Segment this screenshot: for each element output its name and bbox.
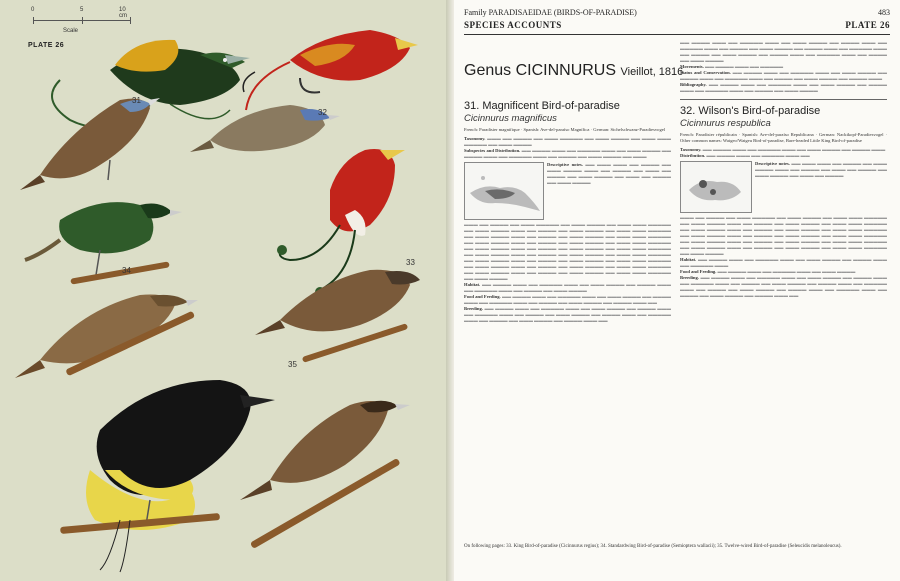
header-rule (464, 34, 890, 35)
illustration-plate (0, 0, 447, 581)
text-page (454, 0, 900, 581)
plate-label: PLATE 26 (28, 42, 65, 49)
section-heading: Breeding. (680, 275, 699, 280)
bird-magnificent-male (52, 40, 250, 127)
species-31-title: 31. Magnificent Bird-of-paradise (464, 100, 620, 112)
section-heading: Descriptive notes. (755, 161, 790, 166)
bird-king-male (243, 30, 418, 110)
species-32-names: French: Paradisier républicain · Spanish: Ave-del-paraíso Republicana · German: Nacktkopf-Paradiesvogel · Other common names: Waigeo/Waigeu Bird-of-paradise, Bare-headed Little King Bird-of-paradise (680, 132, 887, 143)
species-32-title: 32. Wilson's Bird-of-paradise (680, 105, 821, 117)
scale-tick-0: 0 (31, 7, 35, 13)
bird-female-31 (20, 98, 160, 190)
bird-female-right (255, 270, 420, 363)
section-heading: Status and Conservation. (680, 70, 731, 75)
bird-number: 33 (406, 258, 415, 267)
bird-illustrations (0, 0, 446, 581)
page-number: 483 (878, 8, 890, 17)
bird-number: 31 (132, 96, 141, 105)
section-heading: Subspecies and Distribution. (464, 148, 521, 153)
bird-female-bottom-right (240, 401, 410, 549)
species-32-scientific: Cicinnurus respublica (680, 118, 771, 129)
genus-name: Genus CICINNURUS (464, 62, 617, 79)
range-map-32 (680, 161, 752, 213)
bird-number: 35 (288, 360, 297, 369)
section-heading: Taxonomy. (464, 136, 486, 141)
following-pages-note: On following pages: 33. King Bird-of-paradise (Cicinnurus regius); 34. Standardwing Bird-of-paradise (Semioptera wallacii); 35. Twelve-wired Bird-of-paradise (Seleucidis melanoleucus). (464, 544, 842, 549)
section-heading: Descriptive notes. (547, 162, 583, 167)
bird-standardwing-34 (25, 202, 182, 284)
species-31-body: Taxonomy. ▬▬▬ ▬▬ ▬▬▬▬ ▬▬ ▬▬▬ ▬▬▬▬▬ ▬▬ ▬▬▬ ▬▬▬▬ ▬▬ ▬▬▬ ▬▬▬ ▬▬▬▬▬ ▬▬ ▬▬▬ ▬▬▬▬ Subspecies and Distribution. ▬▬ ▬▬▬▬ ▬▬▬ ▬▬ ▬▬▬▬▬ ▬▬▬ ▬▬ ▬▬▬ ▬▬▬▬ ▬▬ ▬▬▬▬ ▬▬▬ ▬▬ ▬▬▬▬▬ ▬▬▬ ▬▬ ▬▬▬▬ ▬▬ ▬▬▬ ▬▬▬▬ ▬▬ ▬▬▬ Descriptive notes. ▬▬ ▬▬▬ ▬▬▬ ▬▬ ▬▬▬▬ ▬▬ ▬▬▬ ▬▬▬▬ ▬▬▬ ▬▬ ▬▬▬▬ ▬▬ ▬▬▬ ▬▬ ▬▬▬▬ ▬▬ ▬▬▬ ▬▬▬▬ ▬▬ ▬▬▬ ▬▬ ▬▬▬▬ ▬▬ ▬▬▬ ▬▬▬▬ ▬▬▬ ▬▬ ▬▬▬▬ ▬▬ ▬▬▬ ▬▬▬▬▬ ▬▬ ▬▬▬ ▬▬▬▬ ▬▬ ▬▬▬ ▬▬▬ ▬▬▬▬▬ ▬▬ ▬▬▬ ▬▬▬▬ ▬▬▬ ▬▬ ▬▬▬▬ ▬▬ ▬▬▬ ▬▬▬▬ ▬▬ ▬▬▬ ▬▬▬ ▬▬▬▬▬ ▬▬ ▬▬▬ ▬▬▬▬ ▬▬▬ ▬▬ ▬▬▬▬ ▬▬ ▬▬▬ ▬▬▬▬ ▬▬ ▬▬▬ ▬▬▬ ▬▬▬▬▬ ▬▬ ▬▬▬ ▬▬▬▬ ▬▬▬ ▬▬ ▬▬▬▬ ▬▬ ▬▬▬ ▬▬▬▬ ▬▬ ▬▬▬ ▬▬▬ ▬▬▬▬▬ ▬▬ ▬▬▬ ▬▬▬▬ ▬▬▬ ▬▬ ▬▬▬▬ ▬▬ ▬▬▬ ▬▬▬▬ ▬▬ ▬▬▬ ▬▬▬ ▬▬▬▬▬ ▬▬ ▬▬▬ ▬▬▬▬ ▬▬▬ ▬▬ ▬▬▬▬ ▬▬ ▬▬▬ ▬▬▬▬ ▬▬ ▬▬▬ ▬▬▬ ▬▬▬▬▬ ▬▬ ▬▬▬ ▬▬▬▬ ▬▬▬ ▬▬ ▬▬▬▬ ▬▬ ▬▬▬ ▬▬▬▬ ▬▬ ▬▬▬ ▬▬▬ ▬▬▬▬▬ ▬▬ ▬▬▬ ▬▬▬▬ ▬▬▬ ▬▬ ▬▬▬▬ ▬▬ ▬▬▬ ▬▬▬▬ ▬▬ ▬▬▬ ▬▬▬ ▬▬▬▬▬ ▬▬ ▬▬▬ ▬▬▬▬ ▬▬▬ ▬▬ ▬▬▬▬ ▬▬ ▬▬▬ ▬▬▬▬ ▬▬ ▬▬▬ ▬▬▬ ▬▬▬▬▬ ▬▬ ▬▬▬ ▬▬▬▬ Habitat. ▬▬ ▬▬▬▬ ▬▬▬ ▬▬ ▬▬▬▬▬ ▬▬▬ ▬▬ ▬▬▬ ▬▬▬▬ ▬▬ ▬▬▬▬ ▬▬▬ ▬▬ ▬▬▬▬▬ ▬▬▬ ▬▬ ▬▬▬▬ ▬▬ ▬▬▬ ▬▬▬▬ Food and Feeding. ▬▬ ▬▬▬▬ ▬▬▬ ▬▬ ▬▬▬▬▬ ▬▬▬ ▬▬ ▬▬▬ ▬▬▬▬ ▬▬ ▬▬▬▬ ▬▬▬ ▬▬ ▬▬▬▬▬ ▬▬▬ ▬▬ ▬▬▬▬ ▬▬ ▬▬▬ ▬▬▬▬ ▬▬ ▬▬▬▬ ▬▬▬ ▬▬ Breeding. ▬▬ ▬▬▬▬ ▬▬▬ ▬▬ ▬▬▬▬▬ ▬▬▬ ▬▬ ▬▬▬ ▬▬▬▬ ▬▬ ▬▬▬▬ ▬▬▬ ▬▬ ▬▬▬▬▬ ▬▬▬ ▬▬ ▬▬▬▬ ▬▬ ▬▬▬ ▬▬▬▬ ▬▬ ▬▬▬▬ ▬▬▬ ▬▬ ▬▬▬▬▬ ▬▬▬ ▬▬ ▬▬▬▬ ▬▬ ▬▬▬ ▬▬▬▬ ▬▬ ▬▬▬▬ ▬▬▬ ▬▬ (464, 136, 671, 323)
range-map-31 (464, 162, 544, 220)
section-heading: Bibliography. (680, 82, 707, 87)
species-31-continued: ▬▬ ▬▬▬▬ ▬▬▬ ▬▬ ▬▬▬▬▬ ▬▬▬ ▬▬ ▬▬▬ ▬▬▬▬ ▬▬ ▬▬▬▬ ▬▬▬ ▬▬ ▬▬▬▬▬ ▬▬▬ ▬▬ ▬▬▬▬ ▬▬ ▬▬▬ ▬▬▬▬ ▬▬ ▬▬▬▬ ▬▬▬ ▬▬ ▬▬▬▬▬ ▬▬▬ ▬▬ ▬▬▬▬ ▬▬ ▬▬▬ ▬▬▬▬ ▬▬ ▬▬▬▬ ▬▬▬ ▬▬ ▬▬▬▬▬ ▬▬▬ ▬▬ ▬▬▬▬ ▬▬ ▬▬▬ ▬▬▬▬ Movements. ▬▬ ▬▬▬▬ ▬▬▬ ▬▬ ▬▬▬▬▬ Status and Conservation. ▬▬ ▬▬▬▬ ▬▬▬ ▬▬ ▬▬▬▬▬ ▬▬▬ ▬▬ ▬▬▬ ▬▬▬▬ ▬▬ ▬▬▬▬ ▬▬▬ ▬▬ ▬▬▬▬▬ ▬▬▬ ▬▬ ▬▬▬▬ ▬▬ ▬▬▬ ▬▬▬▬ ▬▬ ▬▬▬▬ ▬▬▬ Bibliography. ▬▬ ▬▬▬▬ ▬▬▬ ▬▬ ▬▬▬▬▬ ▬▬▬ ▬▬ ▬▬▬ ▬▬▬▬ ▬▬ ▬▬▬▬ ▬▬▬ ▬▬ ▬▬▬▬▬ ▬▬▬ ▬▬ ▬▬▬▬ ▬▬ ▬▬▬ ▬▬▬▬ (680, 40, 887, 93)
species-32-body: Taxonomy. ▬▬ ▬▬▬▬ ▬▬▬ ▬▬ ▬▬▬▬▬ ▬▬▬ ▬▬ ▬▬▬ ▬▬▬▬ ▬▬ ▬▬▬▬ ▬▬▬ Distribution. ▬▬ ▬▬▬▬ ▬▬▬ ▬▬ ▬▬▬▬▬ ▬▬▬ ▬▬ Descriptive notes. ▬▬ ▬▬▬ ▬▬▬ ▬▬ ▬▬▬▬ ▬▬ ▬▬▬ ▬▬▬▬ ▬▬▬ ▬▬ ▬▬▬▬ ▬▬ ▬▬▬ ▬▬ ▬▬▬▬ ▬▬ ▬▬▬ ▬▬▬▬ ▬▬ ▬▬▬ ▬▬ ▬▬▬▬ ▬▬▬ ▬▬ ▬▬▬▬ ▬▬ ▬▬▬ ▬▬▬▬▬ ▬▬ ▬▬▬ ▬▬▬▬ ▬▬ ▬▬▬ ▬▬▬ ▬▬▬▬▬ ▬▬ ▬▬▬ ▬▬▬▬ ▬▬▬ ▬▬ ▬▬▬▬ ▬▬ ▬▬▬ ▬▬▬▬ ▬▬ ▬▬▬ ▬▬▬ ▬▬▬▬▬ ▬▬ ▬▬▬ ▬▬▬▬ ▬▬▬ ▬▬ ▬▬▬▬ ▬▬ ▬▬▬ ▬▬▬▬ ▬▬ ▬▬▬ ▬▬▬ ▬▬▬▬▬ ▬▬ ▬▬▬ ▬▬▬▬ ▬▬▬ ▬▬ ▬▬▬▬ ▬▬ ▬▬▬ ▬▬▬▬ ▬▬ ▬▬▬ ▬▬▬ ▬▬▬▬▬ ▬▬ ▬▬▬ ▬▬▬▬ ▬▬▬ ▬▬ ▬▬▬▬ ▬▬ ▬▬▬ ▬▬▬▬ ▬▬ ▬▬▬ ▬▬▬ ▬▬▬▬▬ ▬▬ ▬▬▬ ▬▬▬▬ ▬▬▬ ▬▬ ▬▬▬▬ ▬▬ ▬▬▬ ▬▬▬▬ ▬▬ ▬▬▬ ▬▬▬ ▬▬▬▬▬ ▬▬ ▬▬▬ ▬▬▬▬ Habitat. ▬▬ ▬▬▬▬ ▬▬▬ ▬▬ ▬▬▬▬▬ ▬▬▬ ▬▬ ▬▬▬ ▬▬▬▬ ▬▬ ▬▬▬▬ ▬▬▬ ▬▬ ▬▬▬▬▬ ▬▬▬ Food and Feeding. ▬▬ ▬▬▬▬ ▬▬▬ ▬▬ ▬▬▬▬▬ ▬▬▬ ▬▬ ▬▬▬ ▬▬▬▬ Breeding. ▬▬ ▬▬▬▬ ▬▬▬ ▬▬ ▬▬▬▬▬ ▬▬▬ ▬▬ ▬▬▬ ▬▬▬▬ ▬▬ ▬▬▬▬ ▬▬▬ ▬▬ ▬▬▬▬▬ ▬▬▬ ▬▬ ▬▬▬▬ ▬▬ ▬▬▬ ▬▬▬▬ ▬▬ ▬▬▬▬ ▬▬▬ ▬▬ ▬▬▬▬▬ ▬▬▬ ▬▬ ▬▬▬▬ ▬▬ ▬▬▬ ▬▬▬▬ ▬▬ ▬▬▬▬ ▬▬▬ ▬▬ ▬▬▬▬▬ ▬▬▬ ▬▬ ▬▬▬▬ ▬▬ ▬▬▬ ▬▬▬▬ ▬▬ ▬▬▬▬ ▬▬▬ ▬▬ (680, 147, 887, 298)
section-heading: Food and Feeding. (464, 294, 501, 299)
section-heading: Habitat. (464, 282, 481, 287)
scale-tick-5: 5 (80, 7, 84, 13)
section-header: SPECIES ACCOUNTS (464, 20, 562, 30)
column-left (464, 100, 671, 540)
column-right (680, 40, 887, 480)
bird-twelve-wired-35 (60, 380, 275, 572)
section-heading: Taxonomy. (680, 147, 702, 152)
section-heading: Food and Feeding. (680, 269, 717, 274)
book-gutter (446, 0, 454, 581)
section-heading: Breeding. (464, 306, 483, 311)
genus-heading (464, 62, 683, 80)
species-divider (680, 99, 887, 100)
bird-number: 32 (318, 108, 327, 117)
species-31-names: French: Paradisier magnifique · Spanish: Ave-del-paraíso Magnífica · German: Sichelschwanz-Paradiesvogel (464, 127, 666, 132)
scale-label: Scale (63, 28, 79, 34)
section-heading: Distribution. (680, 153, 706, 158)
scale-tick-10: 10 cm (119, 7, 127, 19)
section-heading: Habitat. (680, 257, 697, 262)
genus-author: Vieillot, 1816 (620, 66, 684, 78)
family-header: Family PARADISAEIDAE (BIRDS-OF-PARADISE) (464, 8, 637, 17)
species-31-scientific: Cicinnurus magnificus (464, 113, 557, 124)
section-heading: Movements. (680, 64, 704, 69)
bird-number: 34 (122, 266, 131, 275)
bird-female-brown (15, 294, 198, 378)
plate-reference: PLATE 26 (845, 20, 890, 30)
